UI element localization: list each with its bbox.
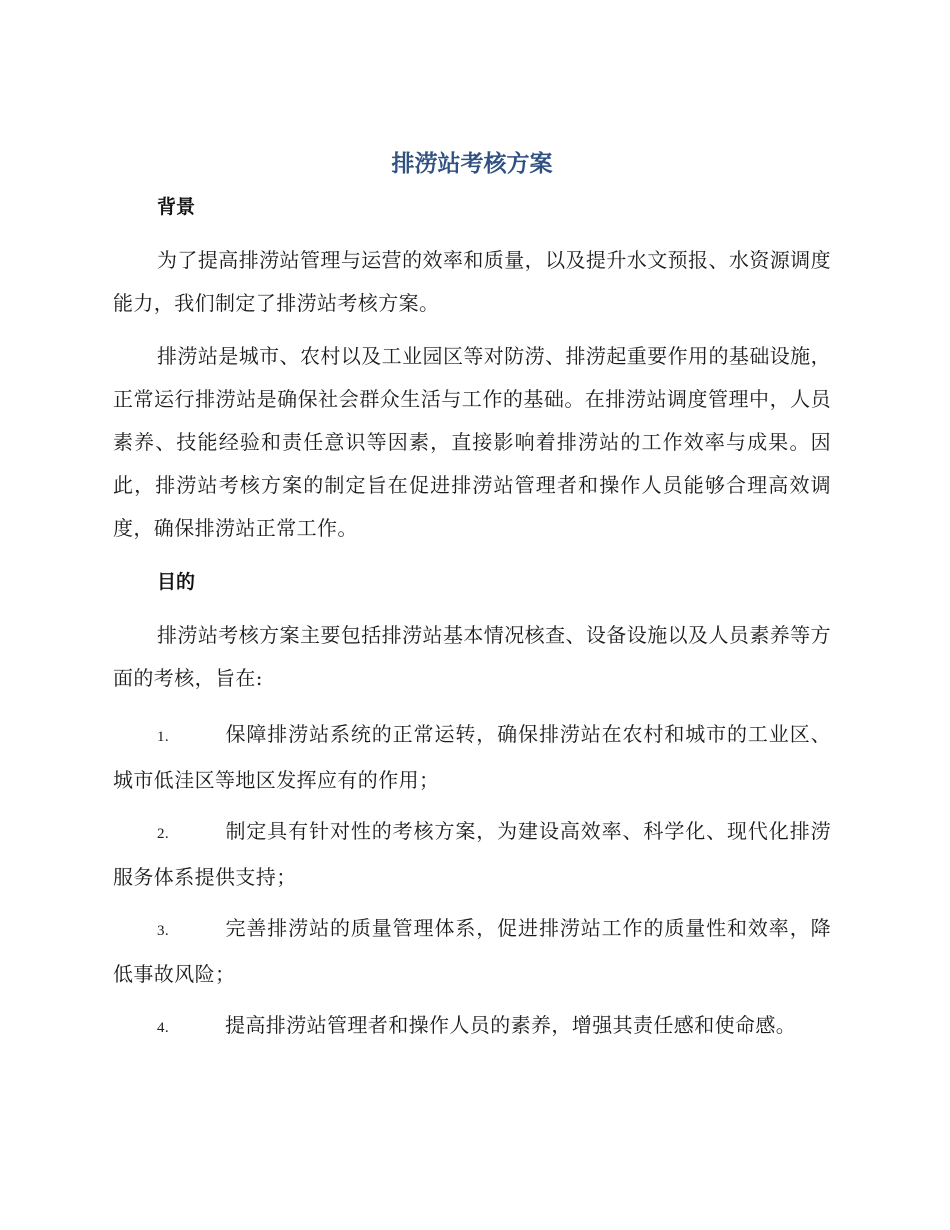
list-item (113, 810, 831, 899)
list-item (113, 907, 831, 996)
list-item-text: 保障排涝站系统的正常运转，确保排涝站在农村和城市的工业区、城市低洼区等地区发挥应有的作用； (113, 722, 831, 792)
list-item-number: 1. (157, 729, 170, 745)
list-item-number: 4. (157, 1020, 170, 1036)
list-item-text: 制定具有针对性的考核方案，为建设高效率、科学化、现代化排涝服务体系提供支持； (113, 819, 831, 889)
list-item-text: 完善排涝站的质量管理体系，促进排涝站工作的质量性和效率，降低事故风险； (113, 916, 831, 986)
background-paragraph-1: 为了提高排涝站管理与运营的效率和质量，以及提升水文预报、水资源调度能力，我们制定了排涝站考核方案。 (113, 248, 831, 315)
section-heading-background: 背景 (157, 196, 196, 218)
list-item (113, 1004, 831, 1050)
list-item (113, 713, 831, 802)
list-item-text: 提高排涝站管理者和操作人员的素养，增强其责任感和使命感。 (225, 1013, 797, 1037)
purpose-intro-paragraph: 排涝站考核方案主要包括排涝站基本情况核查、设备设施以及人员素养等方面的考核，旨在: (113, 623, 831, 690)
document-title: 排涝站考核方案 (391, 151, 553, 177)
list-item-number: 2. (157, 826, 170, 842)
section-heading-purpose: 目的 (157, 571, 196, 593)
background-paragraph-2: 排涝站是城市、农村以及工业园区等对防涝、排涝起重要作用的基础设施，正常运行排涝站是确保社会群众生活与工作的基础。在排涝站调度管理中，人员素养、技能经验和责任意识等因素，直接影响着排涝站的工作效率与成果。因此，排涝站考核方案的制定旨在促进排涝站管理者和操作人员能够合理高效调度，确保排涝站正常工作。 (113, 344, 831, 540)
list-item-number: 3. (157, 923, 170, 939)
